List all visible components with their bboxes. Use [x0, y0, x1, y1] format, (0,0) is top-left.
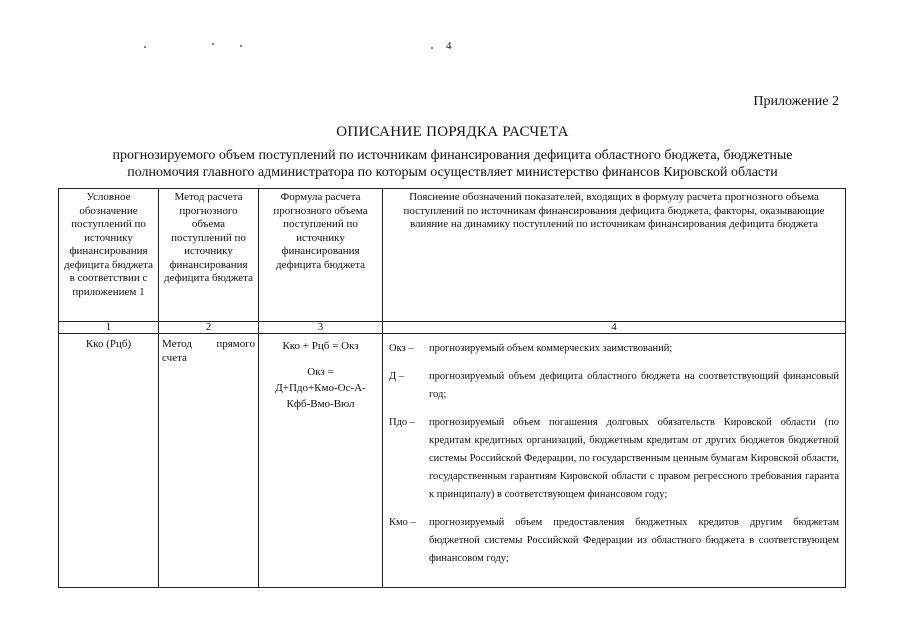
- column-number: 1: [59, 322, 159, 334]
- indicator-description: прогнозируемый объем предоставления бюджетных кредитов другим бюджетам бюджетной системы Российской Федерации из областного бюджета в соответствующем финансовом году;: [429, 517, 839, 564]
- indicator-code: Окз –: [389, 343, 414, 354]
- subtitle-line: прогнозируемого объем поступлений по источникам финансирования дефицита областного бюджета, бюджетные: [112, 148, 793, 163]
- method-cell: [159, 334, 259, 588]
- method-word: прямого: [216, 338, 255, 350]
- formula-line: Кко + Рцб = Окз: [282, 340, 359, 352]
- scan-speck: [240, 45, 242, 47]
- scan-speck: [144, 46, 146, 48]
- explanation-cell: [383, 334, 846, 588]
- indicator-description: прогнозируемый объем дефицита областного бюджета на соответствующий финансовый год;: [429, 371, 839, 400]
- scan-speck: [431, 47, 433, 49]
- subtitle-line: полномочия главного администратора по которым осуществляет министерство финансов Кировской области: [127, 165, 778, 180]
- header-cell-method: Метод расчета прогнозного объема поступлений по источнику финансирования дефицита бюджета: [159, 189, 259, 322]
- indicator-code: Пдо –: [389, 417, 416, 428]
- page-number: 4: [446, 40, 452, 52]
- column-number: 4: [383, 322, 846, 334]
- description-item: [389, 340, 839, 358]
- indicator-code: Д –: [389, 371, 405, 382]
- indicator-description: прогнозируемый объем коммерческих заимствований;: [429, 343, 673, 354]
- column-number-row: [59, 322, 846, 334]
- column-number: 3: [259, 322, 383, 334]
- header-cell-explanation: Пояснение обозначений показателей, входящих в формулу расчета прогнозного объема поступлений по источникам финансирования дефицита бюджета, факторы, оказывающие влияние на динамику поступлений по источникам финансирования дефицита бюджета: [383, 189, 846, 322]
- calculation-table: [58, 188, 846, 588]
- formula-line: Окз =: [307, 366, 334, 378]
- method-word: Метод: [162, 338, 192, 350]
- column-number: 2: [159, 322, 259, 334]
- document-title: ОПИСАНИЕ ПОРЯДКА РАСЧЕТА: [336, 124, 569, 140]
- table-row: [59, 334, 846, 588]
- formula-line: Д+Пдо+Кмо-Ос-А-: [275, 382, 366, 394]
- appendix-label: Приложение 2: [753, 94, 839, 109]
- indicator-description: прогнозируемый объем погашения долговых обязательств Кировской области (по кредитам кредитных организаций, бюджетным кредитам от других бюджетов бюджетной системы Российской Федерации, по государственным ценным бумагам Кировской области, государственным гарантиям Кировской области с правом регрессного требования гаранта к принципалу) в соответствующем финансовом году;: [429, 417, 839, 500]
- scan-speck: [212, 43, 214, 45]
- formula-line: Кфб-Вмо-Вюл: [286, 398, 355, 410]
- header-cell-formula: Формула расчета прогнозного объема поступлений по источнику финансирования дефицита бюджета: [259, 189, 383, 322]
- header-row: [59, 189, 846, 322]
- source-code-cell: Кко (Рцб): [59, 334, 159, 588]
- document-subtitle: [60, 147, 845, 181]
- header-cell-code: Условное обозначение поступлений по источнику финансирования дефицита бюджета в соответствии с приложением 1: [59, 189, 159, 322]
- description-item: [389, 368, 839, 404]
- formula-cell: [259, 334, 383, 588]
- description-item: [389, 514, 839, 568]
- method-word: счета: [162, 352, 187, 364]
- description-item: [389, 414, 839, 504]
- indicator-code: Кмо –: [389, 517, 416, 528]
